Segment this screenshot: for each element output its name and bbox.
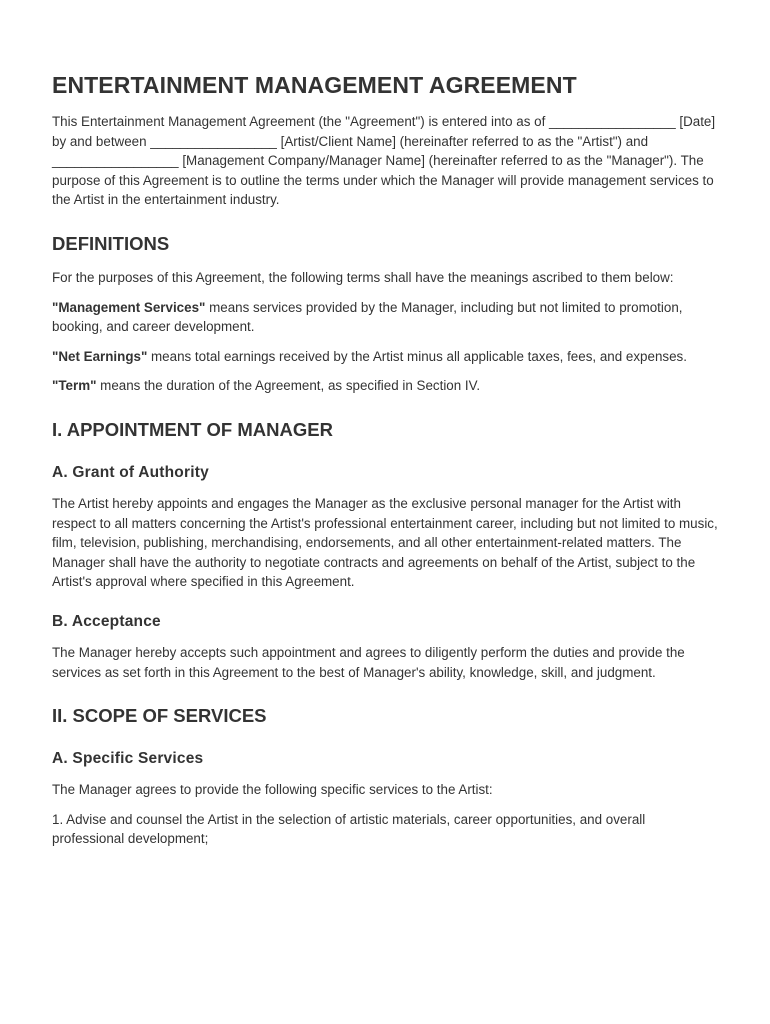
service-list-item: 1. Advise and counsel the Artist in the selection of artistic materials, career opportunities, and overall professional development; (52, 811, 646, 847)
section-1-heading: I. APPOINTMENT OF MANAGER (52, 418, 333, 440)
section-1a-heading: A. Grant of Authority (52, 463, 209, 481)
definition-term: "Net Earnings" (52, 348, 148, 364)
definitions-heading: DEFINITIONS (52, 232, 170, 254)
section-1a-text: The Artist hereby appoints and engages the Manager as the exclusive personal manager for the Artist with respect to all matters concerning the Artist's professional entertainment career, including but not limited to music, film, television, publishing, merchandising, endorsements, and all other entertainment-related matters. The Manager shall have the authority to negotiate contracts and agreements on behalf of the Artist, subject to the Artist's approval where specified in this Agreement. (52, 495, 718, 590)
definition-text: means total earnings received by the Artist minus all applicable taxes, fees, and expenses. (147, 348, 687, 364)
section-2-heading: II. SCOPE OF SERVICES (52, 705, 267, 727)
section-1b-heading: B. Acceptance (52, 612, 161, 630)
definitions-lead: For the purposes of this Agreement, the following terms shall have the meanings ascribed to them below: (52, 269, 674, 285)
definition-item (52, 298, 720, 337)
definition-text: means the duration of the Agreement, as specified in Section IV. (96, 378, 481, 394)
definition-item (52, 347, 720, 367)
section-2a-lead: The Manager agrees to provide the following specific services to the Artist: (52, 782, 493, 798)
section-2a-heading: A. Specific Services (52, 750, 204, 768)
document-page (52, 70, 720, 849)
definition-term: "Term" (52, 378, 97, 394)
definition-item (52, 376, 720, 396)
definition-term: "Management Services" (52, 299, 206, 315)
document-title: ENTERTAINMENT MANAGEMENT AGREEMENT (52, 72, 577, 98)
section-1b-text: The Manager hereby accepts such appointment and agrees to diligently perform the duties and provide the services as set forth in this Agreement to the best of Manager's ability, knowledge, skill, and judgment. (52, 644, 685, 680)
definition-text: means services provided by the Manager, including but not limited to promotion, booking, and career development. (52, 299, 683, 335)
intro-paragraph: This Entertainment Management Agreement (the "Agreement") is entered into as of _________________ [Date] by and between _________________ [Artist/Client Name] (hereinafter referred to as the "Artist") and _________________ [Management Company/Manager Name] (hereinafter referred to as the "Manager"). The purpose of this Agreement is to outline the terms under which the Manager will provide management services to the Artist in the entertainment industry. (52, 114, 716, 208)
